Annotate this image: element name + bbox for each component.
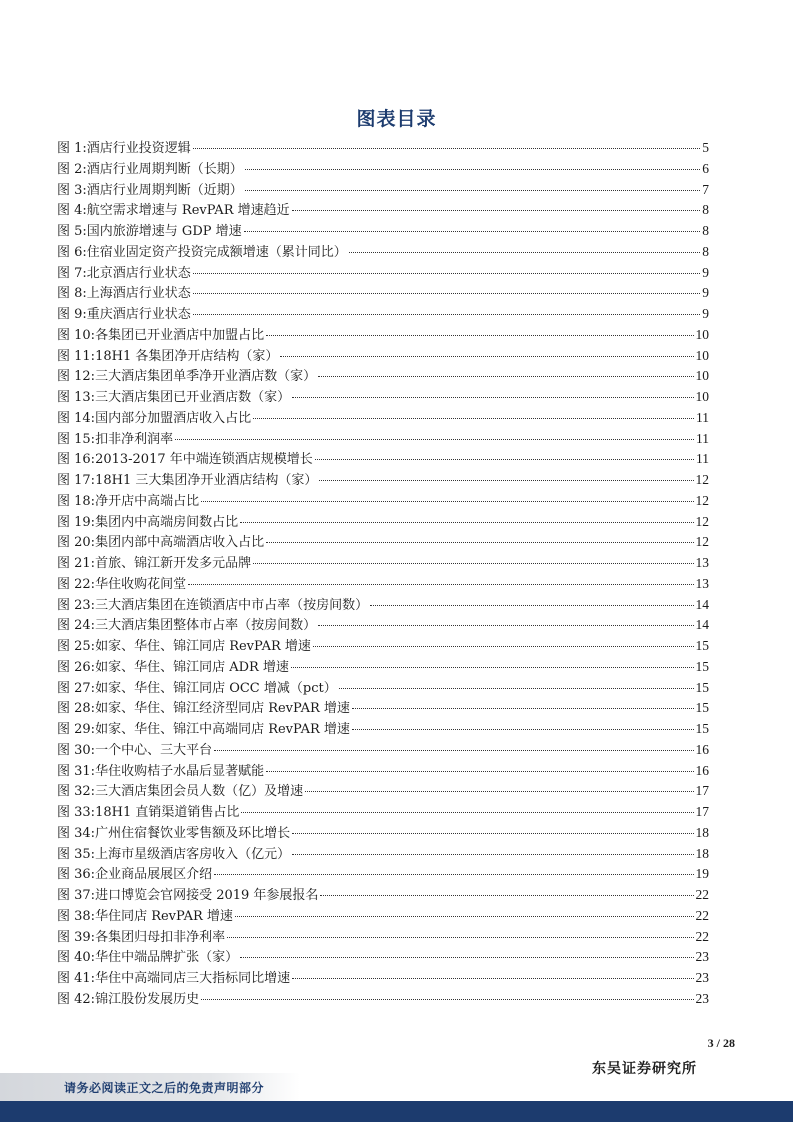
- toc-entry[interactable]: [57, 989, 709, 1010]
- toc-entry-title: 华住中高端同店三大指标同比增速: [95, 971, 291, 986]
- toc-dot-leader: [253, 562, 693, 564]
- toc-entry-title: 上海酒店行业状态: [86, 286, 191, 302]
- toc-entry-title: 如家、华住、锦江同店 ADR 增速: [95, 659, 289, 675]
- toc-entry-title: 18H1 三大集团净开业酒店结构（家）: [95, 473, 318, 488]
- toc-entry-label: 图 27:: [57, 680, 96, 696]
- toc-entry-page: 12: [695, 513, 709, 529]
- toc-entry-page: 9: [702, 264, 709, 280]
- toc-entry-page: 14: [695, 596, 709, 612]
- toc-entry-label: 图 3:: [57, 182, 87, 198]
- toc-entry[interactable]: [57, 636, 709, 657]
- toc-entry[interactable]: [57, 429, 709, 450]
- disclaimer-text: 请务必阅读正文之后的免责声明部分: [64, 1081, 265, 1095]
- toc-entry-title: 一个中心、三大平台: [95, 742, 213, 758]
- toc-dot-leader: [292, 209, 701, 211]
- toc-dot-leader: [214, 873, 693, 875]
- toc-entry[interactable]: [57, 366, 709, 387]
- toc-entry[interactable]: [57, 512, 709, 533]
- toc-entry-title: 三大酒店集团会员人数（亿）及增速: [95, 784, 304, 800]
- toc-entry-title: 18H1 直销渠道销售占比: [95, 805, 240, 820]
- toc-dot-leader: [315, 458, 694, 460]
- toc-dot-leader: [240, 521, 693, 523]
- toc-entry[interactable]: [57, 263, 709, 284]
- toc-entry-page: 10: [695, 368, 709, 384]
- toc-dot-leader: [266, 541, 693, 543]
- toc-dot-leader: [280, 355, 693, 357]
- toc-entry-label: 图 25:: [57, 639, 96, 654]
- toc-entry-title: 住宿业固定资产投资完成额增速（累计同比）: [86, 244, 347, 260]
- toc-entry-label: 图 4:: [57, 203, 87, 219]
- toc-entry-page: 14: [695, 617, 709, 633]
- toc-entry[interactable]: [57, 138, 709, 159]
- toc-entry-title: 酒店行业周期判断（近期）: [86, 182, 243, 198]
- toc-entry-page: 15: [695, 658, 709, 674]
- toc-dot-leader: [292, 977, 693, 979]
- toc-entry-title: 国内旅游增速与 GDP 增速: [86, 224, 242, 239]
- toc-entry-title: 如家、华住、锦江同店 OCC 增减（pct）: [95, 680, 337, 696]
- toc-entry-label: 图 1:: [57, 141, 87, 156]
- toc-entry-label: 图 31:: [57, 763, 96, 779]
- toc-entry-page: 23: [695, 990, 709, 1006]
- toc-dot-leader: [201, 500, 693, 502]
- toc-entry-label: 图 15:: [57, 431, 96, 447]
- toc-entry[interactable]: [57, 470, 709, 491]
- toc-entry[interactable]: [57, 968, 709, 989]
- toc-entry-label: 图 30:: [57, 742, 96, 758]
- toc-entry[interactable]: [57, 844, 709, 865]
- toc-entry-page: 6: [702, 160, 709, 176]
- toc-entry-page: 23: [695, 970, 709, 985]
- toc-dot-leader: [245, 168, 700, 170]
- toc-entry-page: 8: [702, 202, 709, 218]
- toc-entry-label: 图 33:: [57, 805, 96, 820]
- toc-entry-page: 9: [702, 306, 709, 321]
- toc-dot-leader: [349, 251, 700, 253]
- toc-entry-title: 集团内部中高端酒店收入占比: [95, 535, 265, 551]
- toc-entry-title: 重庆酒店行业状态: [86, 307, 191, 322]
- toc-entry-label: 图 26:: [57, 659, 96, 675]
- toc-entry-title: 进口博览会官网接受 2019 年参展报名: [95, 888, 319, 903]
- toc-entry-page: 5: [702, 140, 709, 155]
- toc-entry[interactable]: [57, 387, 709, 408]
- toc-entry-title: 广州住宿餐饮业零售额及环比增长: [95, 825, 291, 841]
- toc-dot-leader: [318, 375, 693, 377]
- toc-dot-leader: [305, 790, 693, 792]
- toc-entry-title: 华住同店 RevPAR 增速: [95, 908, 233, 924]
- toc-entry-page: 13: [695, 555, 709, 570]
- toc-entry-label: 图 12:: [57, 369, 96, 385]
- toc-entry-page: 16: [695, 762, 709, 778]
- toc-entry-label: 图 8:: [57, 286, 87, 302]
- toc-entry-title: 企业商品展展区介绍: [95, 867, 213, 883]
- toc-entry[interactable]: [57, 449, 709, 470]
- toc-dot-leader: [235, 915, 694, 917]
- toc-entry-title: 三大酒店集团已开业酒店数（家）: [95, 390, 291, 405]
- toc-entry-label: 图 22:: [57, 576, 96, 592]
- figure-table-of-contents: [57, 138, 709, 1010]
- toc-entry-page: 18: [695, 824, 709, 840]
- toc-entry-label: 图 38:: [57, 908, 96, 924]
- toc-dot-leader: [193, 147, 700, 149]
- toc-entry-label: 图 23:: [57, 597, 96, 613]
- toc-entry[interactable]: [57, 491, 709, 512]
- toc-entry-page: 8: [702, 223, 709, 238]
- toc-entry-page: 19: [695, 866, 709, 882]
- toc-entry[interactable]: [57, 864, 709, 885]
- toc-entry-page: 12: [695, 492, 709, 508]
- toc-entry-page: 15: [695, 700, 709, 716]
- toc-entry-label: 图 24:: [57, 618, 96, 634]
- toc-entry-page: 17: [695, 804, 709, 819]
- toc-entry-page: 12: [695, 534, 709, 550]
- toc-entry-label: 图 10:: [57, 327, 96, 343]
- toc-entry[interactable]: [57, 698, 709, 719]
- toc-entry[interactable]: [57, 325, 709, 346]
- toc-entry-page: 15: [695, 679, 709, 695]
- toc-entry-title: 三大酒店集团在连锁酒店中市占率（按房间数）: [95, 597, 369, 613]
- toc-dot-leader: [175, 438, 694, 440]
- toc-dot-leader: [319, 479, 693, 481]
- toc-entry-page: 10: [695, 389, 709, 404]
- toc-entry-label: 图 17:: [57, 473, 96, 488]
- toc-dot-leader: [292, 396, 693, 398]
- toc-dot-leader: [352, 728, 694, 730]
- toc-entry-label: 图 35:: [57, 846, 96, 862]
- toc-entry-page: 11: [696, 409, 709, 425]
- toc-entry[interactable]: [57, 408, 709, 429]
- page-title: 图表目录: [356, 108, 437, 130]
- toc-entry[interactable]: [57, 200, 709, 221]
- toc-entry-title: 18H1 各集团净开店结构（家）: [95, 348, 279, 364]
- toc-entry[interactable]: [57, 885, 709, 906]
- toc-entry[interactable]: [57, 781, 709, 802]
- toc-dot-leader: [244, 230, 701, 232]
- toc-dot-leader: [193, 313, 700, 315]
- toc-entry-page: 7: [702, 181, 709, 197]
- footer-bar: [0, 1101, 793, 1122]
- toc-entry-label: 图 41:: [57, 971, 96, 986]
- toc-entry-title: 华住收购花间堂: [95, 576, 187, 592]
- toc-entry[interactable]: [57, 761, 709, 782]
- toc-entry[interactable]: [57, 740, 709, 761]
- toc-entry-title: 各集团归母扣非净利率: [95, 929, 226, 945]
- toc-entry-title: 集团内中高端房间数占比: [95, 514, 239, 530]
- toc-entry-label: 图 14:: [57, 410, 96, 426]
- toc-entry[interactable]: [57, 532, 709, 553]
- toc-entry-label: 图 13:: [57, 390, 96, 405]
- toc-entry-title: 三大酒店集团单季净开业酒店数（家）: [95, 369, 317, 385]
- toc-entry-page: 23: [695, 949, 709, 965]
- toc-dot-leader: [253, 417, 694, 419]
- toc-entry-label: 图 5:: [57, 224, 87, 239]
- toc-entry[interactable]: [57, 242, 709, 263]
- toc-entry-page: 16: [695, 741, 709, 757]
- toc-entry-title: 国内部分加盟酒店收入占比: [95, 410, 252, 426]
- toc-entry-title: 北京酒店行业状态: [86, 265, 191, 281]
- toc-entry[interactable]: [57, 719, 709, 740]
- toc-entry-title: 三大酒店集团整体市占率（按房间数）: [95, 618, 317, 634]
- toc-entry-title: 净开店中高端占比: [95, 493, 200, 509]
- toc-entry-label: 图 28:: [57, 701, 96, 717]
- toc-entry-label: 图 19:: [57, 514, 96, 530]
- toc-entry-label: 图 6:: [57, 244, 87, 260]
- toc-entry-title: 上海市星级酒店客房收入（亿元）: [95, 846, 291, 862]
- toc-entry[interactable]: [57, 947, 709, 968]
- company-name: 东吴证券研究所: [592, 1061, 697, 1077]
- toc-entry[interactable]: [57, 595, 709, 616]
- toc-entry-label: 图 37:: [57, 888, 96, 903]
- toc-entry-label: 图 11:: [57, 348, 96, 364]
- toc-dot-leader: [201, 998, 693, 1000]
- toc-dot-leader: [370, 604, 693, 606]
- toc-dot-leader: [313, 645, 694, 647]
- toc-entry[interactable]: [57, 221, 709, 242]
- toc-entry-title: 扣非净利润率: [95, 431, 174, 447]
- toc-dot-leader: [318, 624, 693, 626]
- toc-entry-page: 18: [695, 845, 709, 861]
- toc-entry-title: 如家、华住、锦江同店 RevPAR 增速: [95, 639, 311, 654]
- toc-entry-label: 图 36:: [57, 867, 96, 883]
- toc-dot-leader: [193, 292, 700, 294]
- toc-entry[interactable]: [57, 678, 709, 699]
- toc-dot-leader: [339, 687, 694, 689]
- toc-entry-page: 11: [696, 430, 709, 446]
- toc-dot-leader: [352, 707, 694, 709]
- toc-entry-page: 15: [695, 638, 709, 653]
- toc-entry-page: 22: [695, 887, 709, 902]
- toc-entry-title: 如家、华住、锦江中高端同店 RevPAR 增速: [95, 722, 350, 737]
- toc-entry[interactable]: [57, 346, 709, 367]
- toc-entry-title: 航空需求增速与 RevPAR 增速趋近: [86, 203, 290, 219]
- toc-entry-title: 首旅、锦江新开发多元品牌: [95, 556, 252, 571]
- toc-entry-title: 酒店行业周期判断（长期）: [86, 161, 243, 177]
- toc-entry-label: 图 20:: [57, 535, 96, 551]
- toc-entry[interactable]: [57, 823, 709, 844]
- toc-entry[interactable]: [57, 574, 709, 595]
- toc-entry-title: 酒店行业投资逻辑: [86, 141, 191, 156]
- toc-entry-label: 图 29:: [57, 722, 96, 737]
- toc-entry-title: 华住收购桔子水晶后显著赋能: [95, 763, 265, 779]
- toc-entry[interactable]: [57, 615, 709, 636]
- toc-dot-leader: [227, 936, 693, 938]
- toc-entry-label: 图 21:: [57, 556, 96, 571]
- toc-entry-page: 22: [695, 907, 709, 923]
- toc-entry[interactable]: [57, 802, 709, 823]
- toc-entry[interactable]: [57, 304, 709, 325]
- toc-entry-page: 17: [695, 783, 709, 799]
- page-number: 3 / 28: [707, 1036, 735, 1050]
- toc-entry[interactable]: [57, 180, 709, 201]
- toc-entry-page: 15: [695, 721, 709, 736]
- toc-entry-label: 图 32:: [57, 784, 96, 800]
- toc-entry-label: 图 39:: [57, 929, 96, 945]
- toc-dot-leader: [214, 749, 693, 751]
- toc-entry-label: 图 42:: [57, 991, 96, 1007]
- toc-entry[interactable]: [57, 906, 709, 927]
- toc-dot-leader: [240, 956, 693, 958]
- toc-entry[interactable]: [57, 283, 709, 304]
- toc-entry-label: 图 34:: [57, 825, 96, 841]
- toc-entry-page: 10: [695, 326, 709, 342]
- toc-entry-page: 8: [702, 243, 709, 259]
- toc-entry-page: 11: [696, 451, 709, 467]
- toc-entry-title: 2013-2017 年中端连锁酒店规模增长: [95, 452, 313, 468]
- toc-dot-leader: [241, 811, 693, 813]
- toc-entry-title: 锦江股份发展历史: [95, 991, 200, 1007]
- toc-entry-label: 图 40:: [57, 950, 96, 966]
- toc-dot-leader: [193, 272, 700, 274]
- toc-entry-label: 图 7:: [57, 265, 87, 281]
- toc-entry-page: 22: [695, 928, 709, 944]
- toc-entry-page: 10: [695, 347, 709, 363]
- toc-entry[interactable]: [57, 553, 709, 574]
- toc-dot-leader: [266, 334, 693, 336]
- toc-dot-leader: [245, 189, 700, 191]
- toc-entry-page: 9: [702, 285, 709, 301]
- toc-entry-label: 图 18:: [57, 493, 96, 509]
- toc-dot-leader: [320, 894, 693, 896]
- toc-dot-leader: [291, 666, 694, 668]
- toc-entry-title: 各集团已开业酒店中加盟占比: [95, 327, 265, 343]
- toc-dot-leader: [266, 770, 693, 772]
- toc-entry-label: 图 2:: [57, 161, 87, 177]
- toc-entry[interactable]: [57, 657, 709, 678]
- toc-entry[interactable]: [57, 927, 709, 948]
- toc-entry-page: 13: [695, 575, 709, 591]
- toc-dot-leader: [292, 832, 693, 834]
- toc-entry-title: 华住中端品牌扩张（家）: [95, 950, 239, 966]
- toc-entry[interactable]: [57, 159, 709, 180]
- toc-entry-label: 图 16:: [57, 452, 96, 468]
- toc-entry-page: 12: [695, 472, 709, 487]
- toc-dot-leader: [188, 583, 693, 585]
- toc-entry-label: 图 9:: [57, 307, 87, 322]
- toc-dot-leader: [292, 853, 693, 855]
- toc-entry-title: 如家、华住、锦江经济型同店 RevPAR 增速: [95, 701, 350, 717]
